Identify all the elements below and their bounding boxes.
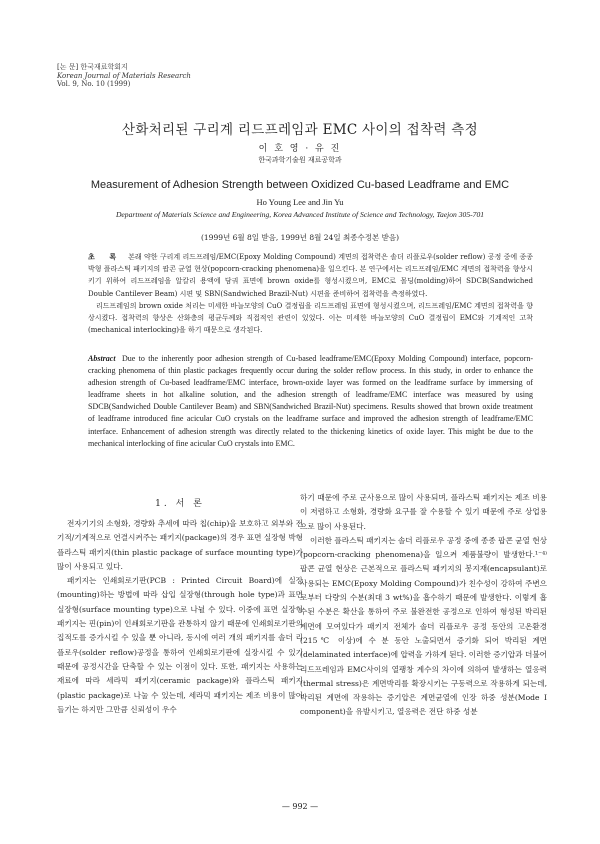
abstract-ko	[88, 251, 533, 336]
journal-volume: Vol. 9, No. 10 (1999)	[57, 80, 131, 88]
abstract-ko-paragraph-1: 본래 약한 구리계 리드프레임/EMC(Epoxy Molding Compound) 계면의 접착력은 솔더 리플로우(solder reflow) 공정 중에 종종 박형 플라스틱 패키지의 팝콘 균열 현상(popcorn-cracking phenomena)을 일으킨다. 본 연구에서는 리드프레임/EMC 계면의 접착력을 향상시키기 위하여 리드프레임을 알칼리 용액에 담궈 표면에 brown oxide를 형성시켰으며, EMC로 몰딩(molding)하여 SDCB(Sandwiched Double Cantilever Beam) 시편 및 SBN(Sandwiched Brazil-Nut) 시편을 준비하여 접착력을 측정하였다.	[88, 253, 533, 298]
journal-name-en: Korean Journal of Materials Research	[57, 71, 191, 80]
body-paragraph: 전자기기의 소형화, 경량화 추세에 따라 칩(chip)을 보호하고 외부와 전기적/기계적으로 연결시켜주는 패키지(package)의 경우 표면 실장형 박형 플라스틱 패키지(thin plastic package of surface mounting type)가 많이 사용되고 있다.	[57, 519, 303, 571]
body-column-left	[57, 497, 303, 717]
abstract-ko-label: 초 록	[88, 252, 123, 261]
paper-title-en: Measurement of Adhesion Strength between Oxidized Cu-based Leadframe and EMC	[90, 179, 510, 191]
abstract-en-text: Due to the inherently poor adhesion strength of Cu-based leadframe/EMC(Epoxy Molding Compound) interface, popcorn-cracking phenomena of thin plastic packages frequently occur during the solder reflow process. In this study, in order to enhance the adhesion strength of Cu-based leadframe/EMC interface, brown-oxide layer was formed on the leadframe surface by immersing of leadframe sheets in hot alkaline solution, and the adhesion strength of leadframe/EMC interface was measured by using SDCB(Sandwiched Double Cantilever Beam) and SBN(Sandwiched Brazil-Nut) specimens. Results showed that brown oxide treatment of leadframe introduced fine acicular CuO crystals on the leadframe surface and improved the adhesion strength of leadframe/EMC interface. Enhancement of adhesion strength was directly related to the thickening kinetics of oxide layer. This might be due to the mechanical interlocking of fine acicular CuO crystals into EMC.	[88, 354, 534, 448]
journal-header	[57, 63, 191, 89]
page-number: — 992 —	[281, 802, 319, 811]
authors-en: Ho Young Lee and Jin Yu	[256, 197, 344, 207]
journal-name-ko: [논 문] 한국재료학회지	[57, 63, 128, 71]
body-column-right	[300, 491, 547, 720]
affiliation-ko: 한국과학기술원 재료공학과	[258, 156, 342, 164]
body-paragraph: 이러한 플라스틱 패키지는 솔더 리플로우 공정 중에 종종 팝콘 균열 현상(popcorn-cracking phenomena)을 일으켜 제품불량이 발생한다.¹⁻⁴⁾ 팝콘 균열 현상은 근본적으로 플라스틱 패키지의 봉지재(encapsulant)로 사용되는 EMC(Epoxy Molding Compound)가 친수성이 강하여 주변으로부터 다량의 수분(최대 3 wt%)을 흡수하기 때문에 발생한다. 이렇게 흡수된 수분은 확산을 통하여 주로 불완전한 공정으로 인하여 형성된 박리된 계면에 모여있다가 패키지 전체가 솔더 리플로우 공정 동안의 고온환경(215℃ 이상)에 수 분 동안 노출되면서 증기화 되어 박리된 계면(delaminated interface)에 압력을 가하게 된다. 이러한 증기압과 더불어 리드프레임과 EMC사이의 열팽창 계수의 차이에 의하여 발생하는 열응력(thermal stress)은 계면박리를 확장시키는 구동력으로 작용하게 되는데, 박리된 계면에 작용하는 증기압은 계면균열에 인장 하중 성분(Mode I component)을 유발시키고, 열응력은 전단 하중 성분	[300, 535, 547, 717]
abstract-en	[88, 353, 533, 450]
authors-ko: 이 호 영 · 유 진	[258, 144, 342, 154]
body-paragraph: 하기 때문에 주로 군사용으로 많이 사용되며, 플라스틱 패키지는 제조 비용이 저렴하고 소형화, 경량화 요구를 잘 수용할 수 있기 때문에 주로 상업용으로 많이 사용된다.	[300, 493, 547, 531]
abstract-en-label: Abstract	[88, 354, 116, 363]
affiliation-en: Department of Materials Science and Engineering, Korea Advanced Institute of Science and Technology, Taejon 305-701	[115, 210, 485, 219]
paper-title-ko: 산화처리된 구리계 리드프레임과 EMC 사이의 접착력 측정	[122, 122, 478, 138]
abstract-ko-paragraph-2: 리드프레임의 brown oxide 처리는 미세한 바늘모양의 CuO 결정립을 리드프레임 표면에 형성시켰으며, 리드프레임/EMC 계면의 접착력을 향상시켰다. 접착력의 향상은 산화층의 평균두께와 직접적인 관련이 있었다. 이는 미세한 바늘모양의 CuO 결정립이 EMC와 기계적인 고착(mechanical interlocking)을 하기 때문으로 생각된다.	[88, 301, 533, 335]
received-dates: (1999년 6월 8일 받음, 1999년 8월 24일 최종수정본 받음)	[200, 233, 399, 242]
body-paragraph: 패키지는 인쇄회로기판(PCB : Printed Circuit Board)에 실장(mounting)하는 방법에 따라 삽입 실장형(through hole type)과 표면 실장형(surface mounting type)으로 나뉠 수 있다. 이중에 표면 실장형 패키지는 핀(pin)이 인쇄회로기판을 관통하지 않기 때문에 인쇄회로기판의 집적도를 증가시킬 수 있을 뿐 아니라, 동시에 여러 개의 패키지를 솔더 리플로우(solder reflow)공정을 통하여 인쇄회로기판에 실장시킬 수 있기 때문에 공정시간을 단축할 수 있는 이점이 있다. 또한, 패키지는 사용하는 재료에 따라 세라믹 패키지(ceramic package)와 플라스틱 패키지(plastic package)로 나눌 수 있는데, 세라믹 패키지는 제조 비용이 많이 들기는 하지만 그만큼 신뢰성이 우수	[57, 576, 303, 714]
section-heading: 1. 서 론	[155, 499, 205, 509]
